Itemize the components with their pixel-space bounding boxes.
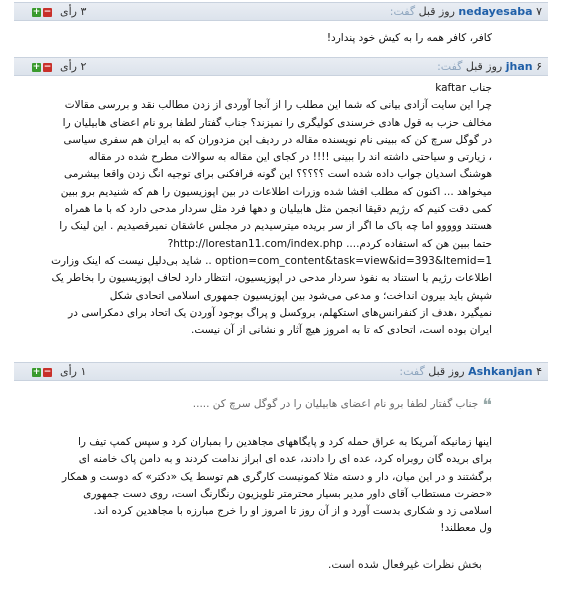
plus-icon[interactable]: + — [32, 366, 41, 377]
comment-link-line[interactable]: حتما ببین هن که استفاده کردم.... http://lorestan11.com/index.php? — [167, 237, 492, 250]
plus-icon[interactable]: + — [32, 6, 41, 17]
minus-icon[interactable]: − — [43, 6, 52, 17]
plus-icon[interactable]: + — [32, 61, 41, 72]
comment-line: برای بریده گان روبراه کرد، عده ای را دادند، عده ای ابراز ندامت کردند و به دامن پاک خامنه ای — [78, 453, 492, 466]
comment-header — [14, 57, 548, 76]
vote-count: ۳ رأی — [60, 5, 87, 18]
comment-author[interactable]: nedayesaba — [458, 5, 533, 18]
comment-line: «حضرت مستطاب آقای داور مدیر بسیار محترمتر تلویزیون رنگارنگ است، روی دست جمهوری — [83, 487, 492, 500]
comment-said: گفت: — [399, 365, 425, 378]
comment-header — [14, 362, 548, 381]
comment-header — [14, 2, 548, 21]
comment-line: میخواهد ... اکنون که مطلب افشا شده وزرات اطلاعات در بین اپوزیسیون را هم که شنیدیم برو ببین — [60, 185, 492, 198]
comment-line: شپش باید بیرون انداخت؛ و مدعی می‌شود بین اپوزیسیون جمهوری اسلامی اتحادی شکل — [109, 289, 492, 302]
vote-count: ۲ رأی — [60, 60, 87, 73]
comment-said: گفت: — [437, 60, 463, 73]
comment-line: هوشنگ اسدیان جواب داده شده است ؟؟؟؟؟ این گونه فرافکنی برای توجیه انگ زدن واقعا بیشرمی — [64, 168, 492, 181]
comment-author[interactable]: Ashkanjan — [468, 365, 533, 378]
comment-line: اینها زمانیکه آمریکا به عراق حمله کرد و پایگاههای مجاهدین را بمباران کرد و سپس کمپ تیف را — [77, 436, 492, 448]
quote-text: جناب گفتار لطفا برو نام اعضای هابیلیان را در گوگل سرچ کن ..... — [192, 398, 479, 410]
comment-line: ول معطلند! — [440, 522, 492, 535]
comment-line: کافر، کافر همه را به کیش خود پندارد! — [326, 32, 492, 44]
comment-author[interactable]: jhan — [505, 60, 533, 73]
quote-icon: ❝ — [482, 395, 492, 416]
vote-count: ۱ رأی — [60, 365, 87, 378]
comment-line: کمی دقت کنیم که رژیم دقیقا انجمن مثل هابیلیان و دهها فرد مثل سردار مدحی دارد که با ما همراه — [64, 203, 492, 216]
comment-line: چرا این سایت آزادی بیانی که شما این مطلب را از آنجا آوردی از زدن مطالب نقد و بررسی مقالات — [64, 99, 492, 112]
vote-controls — [32, 365, 86, 379]
comment-line: برگشتند و در این میان، دار و دسته مثلا کمونیست کارگری هم توسط یک «دکتر» که دوست و همکار — [61, 470, 492, 483]
comment-body — [50, 80, 492, 339]
comment-line: نمیگیرد ،هدف از کنفرانس‌های استکهلم، بروکسل و پراگ بوجود آوردن یک اتحاد برای دمکراسی در — [68, 306, 492, 319]
comment-body — [50, 434, 492, 538]
comment-line: ، زیارتی و سیاحتی داشته اند را ببینی !!!! در کجای این مقاله به سوالات مطرح شده در مقاله — [88, 151, 492, 164]
comment-line: اطلاعات رژیم با استناد به نفوذ سردار مدحی در اپوزیسیون، انتظار دارد لحاف اپوزیسیون را بخاطر یک — [51, 272, 492, 285]
comment-line: ایران بوده است، اتحادی که تا به امروز هیچ آثار و نشانی از آن نیست. — [191, 324, 492, 337]
comment-body — [50, 30, 492, 47]
comment-link-line[interactable]: option=com_content&task=view&id=393&Itemid=1 .. شاید بی‌دلیل نیست که اینک وزارت — [51, 254, 492, 267]
comment-meta — [437, 60, 542, 74]
comment-meta — [390, 5, 542, 19]
minus-icon[interactable]: − — [43, 61, 52, 72]
comment-time: ۶ روز قبل — [465, 60, 542, 73]
comment-line: اسلامی زد و شکاری بدست آورد و از آن روز تا امروز او را خرج مبارزه با مجاهدین کرده اند. — [93, 505, 492, 518]
minus-icon[interactable]: − — [43, 366, 52, 377]
comment-said: گفت: — [389, 5, 416, 18]
comment-line: هستند ووووو اما چه باک ما اگر از سر بریده میترسیدیم در مجلس عاشقان نمیرقصیدیم . این لینک را — [59, 220, 492, 233]
comment-line: در گوگل سرچ کن که ببینی نام نویسنده مقاله در ردیف این مزدوران که به ایران هم سفری سیاسی — [63, 133, 492, 146]
comment-meta — [399, 365, 542, 379]
comment-line: جناب kaftar — [435, 82, 492, 94]
comment-time: ۴ روز قبل — [428, 365, 542, 378]
comment-quote — [50, 396, 492, 414]
vote-controls — [32, 60, 86, 74]
comments-closed-notice: بخش نظرات غیرفعال شده است. — [327, 558, 482, 571]
comment-line: مخالف حزب به قول هادی خرسندی کولیگری را نمیزند؟ جناب گفتار لطفا برو نام اعضای هابیلیان را — [62, 116, 492, 129]
comment-time: ۷ روز قبل — [418, 5, 542, 18]
vote-controls — [32, 5, 86, 19]
